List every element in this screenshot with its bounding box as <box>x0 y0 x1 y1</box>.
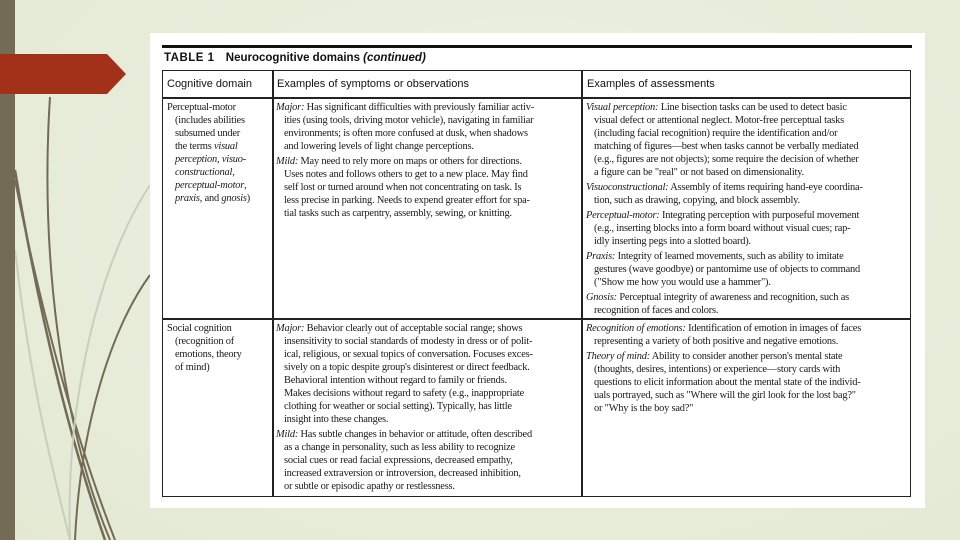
entry-text: (e.g., inserting blocks into a form board without visual cues; rap- <box>594 223 851 234</box>
table-title <box>164 52 426 64</box>
assessments-line <box>586 291 906 304</box>
entry-label: Mild: <box>276 429 299 440</box>
header-cognitive-domain: Cognitive domain <box>167 78 252 90</box>
assessments-line <box>586 166 906 179</box>
symptoms-line <box>276 413 576 426</box>
top-rule <box>162 45 912 48</box>
domain-text: emotions, theory <box>175 349 242 360</box>
domain-line <box>167 179 269 192</box>
entry-label: Major: <box>276 102 305 113</box>
symptoms-line <box>276 207 576 220</box>
domain-line <box>167 127 269 140</box>
assessments-line <box>586 350 906 363</box>
domain-line <box>167 348 269 361</box>
entry-text: clothing for weather or social setting). Typically, has little <box>284 401 512 412</box>
entry-text: recognition of faces and colors. <box>594 305 719 316</box>
entry-text: environments; is often more confused at dusk, when shadows <box>284 128 528 139</box>
entry-text: as a change in personality, such as less ability to recognize <box>284 442 515 453</box>
header-assessments: Examples of assessments <box>587 78 715 90</box>
assessments-line <box>586 140 906 153</box>
domain-cell-social-cognition <box>167 322 269 374</box>
entry-text: (e.g., figures are not objects); some require the decision of whether <box>594 154 859 165</box>
red-arrow-banner <box>0 54 126 94</box>
symptoms-line <box>276 348 576 361</box>
domain-text: Social cognition <box>167 323 232 334</box>
entry-label: Visual perception: <box>586 102 659 113</box>
entry-text: uals portrayed, such as "Where will the girl look for the lost bag?" <box>594 390 856 401</box>
domain-text: praxis <box>175 193 200 204</box>
symptoms-line <box>276 168 576 181</box>
table-title-text: Neurocognitive domains <box>225 52 360 64</box>
entry-text: Identification of emotion in images of faces <box>688 323 862 334</box>
domain-line <box>167 140 269 153</box>
assessments-line <box>586 402 906 415</box>
entry-text: Assembly of items requiring hand-eye coordina- <box>670 182 863 193</box>
assessments-line <box>586 250 906 263</box>
domain-line <box>167 192 269 205</box>
domain-text: constructional, <box>175 167 235 178</box>
header-divider <box>163 97 910 99</box>
domain-line <box>167 361 269 374</box>
entry-text: questions to elicit information about the mental state of the individ- <box>594 377 861 388</box>
assessments-line <box>586 153 906 166</box>
entry-text: Integrity of learned movements, such as ability to imitate <box>617 251 844 262</box>
entry-text: Uses notes and follows others to get to a new place. May find <box>284 169 528 180</box>
entry-text: ical, religious, or sexual topics of conversation. Focuses exces- <box>284 349 533 360</box>
domain-text: of mind) <box>175 362 210 373</box>
domain-text: perceptual-motor <box>175 180 245 191</box>
entry-text: sively on a topic despite group's disinterest or direct feedback. <box>284 362 530 373</box>
entry-text: insight into these changes. <box>284 414 389 425</box>
entry-text: tial tasks such as carpentry, assembly, sewing, or knitting. <box>284 208 512 219</box>
entry-text: social cues or read facial expressions, decreased empathy, <box>284 455 513 466</box>
assessments-line <box>586 335 906 348</box>
entry-text: Line bisection tasks can be used to detect basic <box>660 102 847 113</box>
domain-text: (includes abilities <box>175 115 245 126</box>
table-title-suffix: (continued) <box>363 52 426 64</box>
column-divider <box>272 71 274 496</box>
entry-text: idly inserting pegs into a slotted board). <box>594 236 751 247</box>
domain-text: , and <box>199 193 222 204</box>
assessments-line <box>586 304 906 317</box>
assessments-line <box>586 263 906 276</box>
assessments-line <box>586 209 906 222</box>
entry-text: and lowering levels of light change perceptions. <box>284 141 474 152</box>
header-symptoms: Examples of symptoms or observations <box>277 78 469 90</box>
symptoms-line <box>276 480 576 493</box>
symptoms-line <box>276 140 576 153</box>
entry-label: Praxis: <box>586 251 616 262</box>
assessments-line <box>586 389 906 402</box>
assessments-line <box>586 127 906 140</box>
entry-text: ("Show me how you would use a hammer"). <box>594 277 771 288</box>
assessments-line <box>586 276 906 289</box>
entry-text: Behavior clearly out of acceptable social range; shows <box>306 323 523 334</box>
assessments-line <box>586 363 906 376</box>
entry-text: less precise in parking. Needs to expend greater effort for spa- <box>284 195 530 206</box>
entry-label: Perceptual-motor: <box>586 210 660 221</box>
entry-text: matching of figures—best when tasks cannot be verbally mediated <box>594 141 859 152</box>
domain-line <box>167 335 269 348</box>
symptoms-line <box>276 194 576 207</box>
symptoms-line <box>276 361 576 374</box>
domain-text: , <box>244 180 247 191</box>
entry-text: Has significant difficulties with previously familiar activ- <box>306 102 534 113</box>
assessments-line <box>586 194 906 207</box>
assessments-line <box>586 114 906 127</box>
symptoms-line <box>276 114 576 127</box>
symptoms-line <box>276 454 576 467</box>
entry-text: (thoughts, desires, intentions) or experience—story cards with <box>594 364 841 375</box>
domain-text: subsumed under <box>175 128 241 139</box>
symptoms-line <box>276 441 576 454</box>
symptoms-line <box>276 400 576 413</box>
assessments-line <box>586 181 906 194</box>
domain-line <box>167 166 269 179</box>
entry-text: (including facial recognition) require the identification and/or <box>594 128 838 139</box>
symptoms-cell-perceptual-motor <box>276 101 576 220</box>
symptoms-line <box>276 467 576 480</box>
assessments-cell-social-cognition <box>586 322 906 415</box>
entry-text: or subtle or episodic apathy or restlessness. <box>284 481 455 492</box>
symptoms-line <box>276 155 576 168</box>
column-divider <box>581 71 583 496</box>
entry-label: Gnosis: <box>586 292 617 303</box>
entry-label: Visuoconstructional: <box>586 182 669 193</box>
entry-text: Behavioral intention without regard to family or friends. <box>284 375 507 386</box>
domain-text: gnosis <box>221 193 247 204</box>
symptoms-cell-social-cognition <box>276 322 576 493</box>
entry-text: insensitivity to social standards of modesty in dress or of polit- <box>284 336 533 347</box>
entry-text: tion, such as drawing, copying, and block assembly. <box>594 195 800 206</box>
assessments-line <box>586 322 906 335</box>
entry-text: ities (using tools, driving motor vehicle), navigating in familiar <box>284 115 534 126</box>
table-number: TABLE 1 <box>164 52 215 64</box>
entry-text: May need to rely more on maps or others for directions. <box>300 156 522 167</box>
symptoms-line <box>276 428 576 441</box>
symptoms-line <box>276 322 576 335</box>
assessments-line <box>586 222 906 235</box>
domain-line <box>167 101 269 114</box>
domain-text: ) <box>246 193 251 204</box>
symptoms-line <box>276 387 576 400</box>
entry-text: or "Why is the boy sad?" <box>594 403 694 414</box>
entry-text: Ability to consider another person's mental state <box>651 351 843 362</box>
entry-label: Theory of mind: <box>586 351 650 362</box>
entry-label: Major: <box>276 323 305 334</box>
assessments-line <box>586 235 906 248</box>
entry-text: gestures (wave goodbye) or pantomime use of objects to command <box>594 264 861 275</box>
entry-text: a figure can be "real" or not based on dimensionality. <box>594 167 804 178</box>
domain-text: perception, visuo- <box>175 154 247 165</box>
symptoms-line <box>276 335 576 348</box>
domain-line <box>167 322 269 335</box>
symptoms-line <box>276 127 576 140</box>
entry-text: Makes decisions without regard to safety (e.g., inappropriate <box>284 388 524 399</box>
domain-text: (recognition of <box>175 336 235 347</box>
domain-line <box>167 153 269 166</box>
entry-text: visual defect or attentional neglect. Motor-free perceptual tasks <box>594 115 844 126</box>
domain-line <box>167 114 269 127</box>
assessments-cell-perceptual-motor <box>586 101 906 317</box>
row-divider <box>163 318 910 320</box>
table-image <box>150 33 925 508</box>
neurocognitive-table <box>162 70 911 497</box>
entry-text: Perceptual integrity of awareness and recognition, such as <box>619 292 849 303</box>
symptoms-line <box>276 101 576 114</box>
domain-cell-perceptual-motor <box>167 101 269 205</box>
entry-label: Recognition of emotions: <box>586 323 686 334</box>
domain-text: Perceptual-motor <box>167 102 236 113</box>
entry-text: self lost or turned around when not concentrating on task. Is <box>284 182 522 193</box>
symptoms-line <box>276 181 576 194</box>
entry-text: Integrating perception with purposeful movement <box>661 210 860 221</box>
entry-text: increased extraversion or introversion, decreased inhibition, <box>284 468 521 479</box>
entry-text: representing a variety of both positive and negative emotions. <box>594 336 839 347</box>
assessments-line <box>586 101 906 114</box>
symptoms-line <box>276 374 576 387</box>
entry-label: Mild: <box>276 156 299 167</box>
domain-text: the terms <box>175 141 214 152</box>
entry-text: Has subtle changes in behavior or attitude, often described <box>300 429 532 440</box>
domain-text: visual <box>213 141 238 152</box>
assessments-line <box>586 376 906 389</box>
